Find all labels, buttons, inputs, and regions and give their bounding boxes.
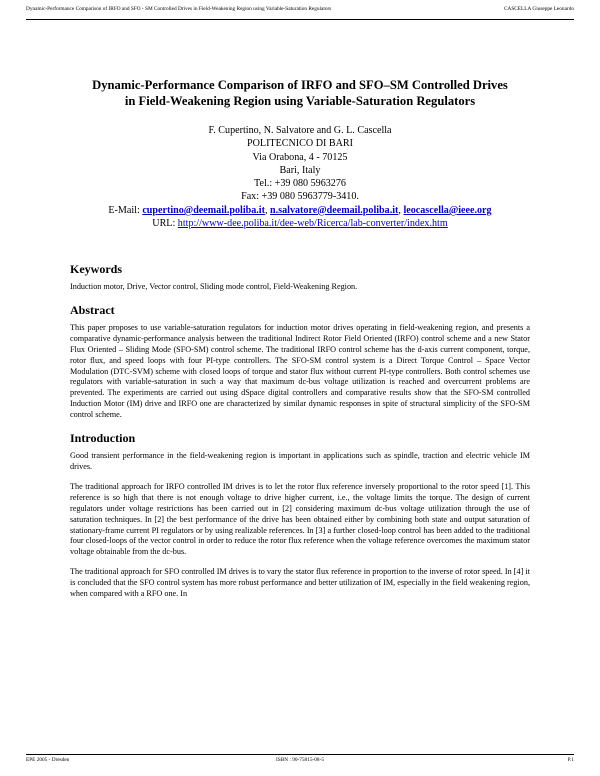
url-line bbox=[40, 217, 560, 230]
paper-title bbox=[40, 77, 560, 109]
abstract-heading: Abstract bbox=[70, 302, 115, 317]
institution: POLITECNICO DI BARI bbox=[247, 138, 353, 150]
header-rule bbox=[26, 19, 574, 20]
city: Bari, Italy bbox=[279, 164, 321, 176]
intro-paragraph-1: Good transient performance in the field-weakening region is important in applications such as spindle, traction and electric vehicle IM drives. bbox=[70, 451, 530, 471]
body-content bbox=[70, 262, 530, 600]
email-label: E-Mail: bbox=[108, 204, 143, 216]
footer-isbn: ISBN : 90-75815-08-5 bbox=[276, 757, 324, 763]
url-link[interactable]: http://www-dee.poliba.it/dee-web/Ricerca/lab-converter/index.htm bbox=[177, 218, 448, 230]
keywords-heading: Keywords bbox=[70, 262, 122, 276]
footer-page-number: P.1 bbox=[567, 757, 574, 763]
email-link-2[interactable]: n.salvatore@deemail.poliba.it bbox=[270, 204, 399, 216]
abstract-text: This paper proposes to use variable-saturation regulators for induction motor drives operating in field-weakening region, and presents a comparative dynamic-performance analysis between the traditional Indirect Rotor Field Oriented (IRFO) control scheme and a new Stator Flux Oriented – Sliding Mode (SFO-SM) control scheme. The traditional IRFO control scheme has the d-axis current component, torque, rotor flux, and speed loops with four PI-type controllers. The SFO-SM control system is a Direct Torque Control – Space Vector Modulation (DTC-SVM) scheme with closed loops of torque and stator flux without current PI-type controllers. Both control schemes use regulators with variable-saturation in such a way that maximum dc-bus voltage utilization is reached and overcurrent problems are prevented. The experiments are carried out using dSpace digital controllers and comparative results show that the SFO-SM controlled Induction Motor (IM) drive and IRFO one are characterized by similar dynamic responses in spite of structural simplicity of the SFO-SM control scheme. bbox=[70, 322, 530, 420]
street-address: Via Orabona, 4 - 70125 bbox=[252, 151, 348, 163]
fax: Fax: +39 080 5963779-3410. bbox=[241, 191, 359, 203]
footer-rule bbox=[26, 754, 574, 755]
telephone: Tel.: +39 080 5963276 bbox=[254, 178, 346, 190]
title-line-2: in Field-Weakening Region using Variable-Saturation Regulators bbox=[124, 94, 476, 108]
author-block bbox=[40, 124, 560, 230]
introduction-heading: Introduction bbox=[70, 431, 136, 446]
intro-paragraph-3: The traditional approach for SFO controlled IM drives is to vary the stator flux reference in proportion to the inverse of rotor speed. In [4] it is concluded that the SFO control system has more robust performance and better utilization of IM, especially in the field weakening region, when compared with a RFO one. In bbox=[70, 567, 530, 599]
author-names: F. Cupertino, N. Salvatore and G. L. Cascella bbox=[208, 125, 392, 136]
title-line-1: Dynamic-Performance Comparison of IRFO and SFO–SM Controlled Drives bbox=[92, 78, 508, 92]
header-title: Dynamic-Performance Comparison of IRFO and SFO - SM Controlled Drives in Field-Weakening Region using Variable-Saturation Regulators bbox=[26, 6, 332, 12]
intro-paragraph-2: The traditional approach for IRFO controlled IM drives is to let the rotor flux reference inversely proportional to the rotor speed [1]. This reference is so high that there is not enough voltage to drive higher current, i.e., the voltage limits the torque. The design of current regulators under voltage restrictions has been carried out in [2] considering maximum dc-bus voltage utilization through the use of saturation techniques. In [2] the best performance of the drive has been obtained either by combining both state and output saturation of stationary-frame current PI regulators or by using realizable references. In [3] a further closed-loop control has been added to the traditional four closed-loops of the vector control in order to reduce the rotor flux reference when the voltage reference overcomes the maximum stator voltage obtainable from the dc-bus. bbox=[70, 481, 530, 557]
header-author: CASCELLA Giuseppe Leonardo bbox=[503, 6, 574, 12]
footer-conference: EPE 2005 - Dresden bbox=[26, 757, 70, 763]
email-link-1[interactable]: cupertino@deemail.poliba.it bbox=[142, 204, 265, 216]
email-line: E-Mail: cupertino@deemail.poliba.it, n.salvatore@deemail.poliba.it, leocascella@ieee.org bbox=[108, 204, 492, 216]
url-label: URL: bbox=[152, 218, 178, 230]
keywords-text: Induction motor, Drive, Vector control, Sliding mode control, Field-Weakening Region. bbox=[70, 282, 358, 291]
email-link-3[interactable]: leocascella@ieee.org bbox=[403, 204, 492, 216]
running-footer bbox=[26, 757, 574, 763]
running-header bbox=[26, 6, 574, 20]
